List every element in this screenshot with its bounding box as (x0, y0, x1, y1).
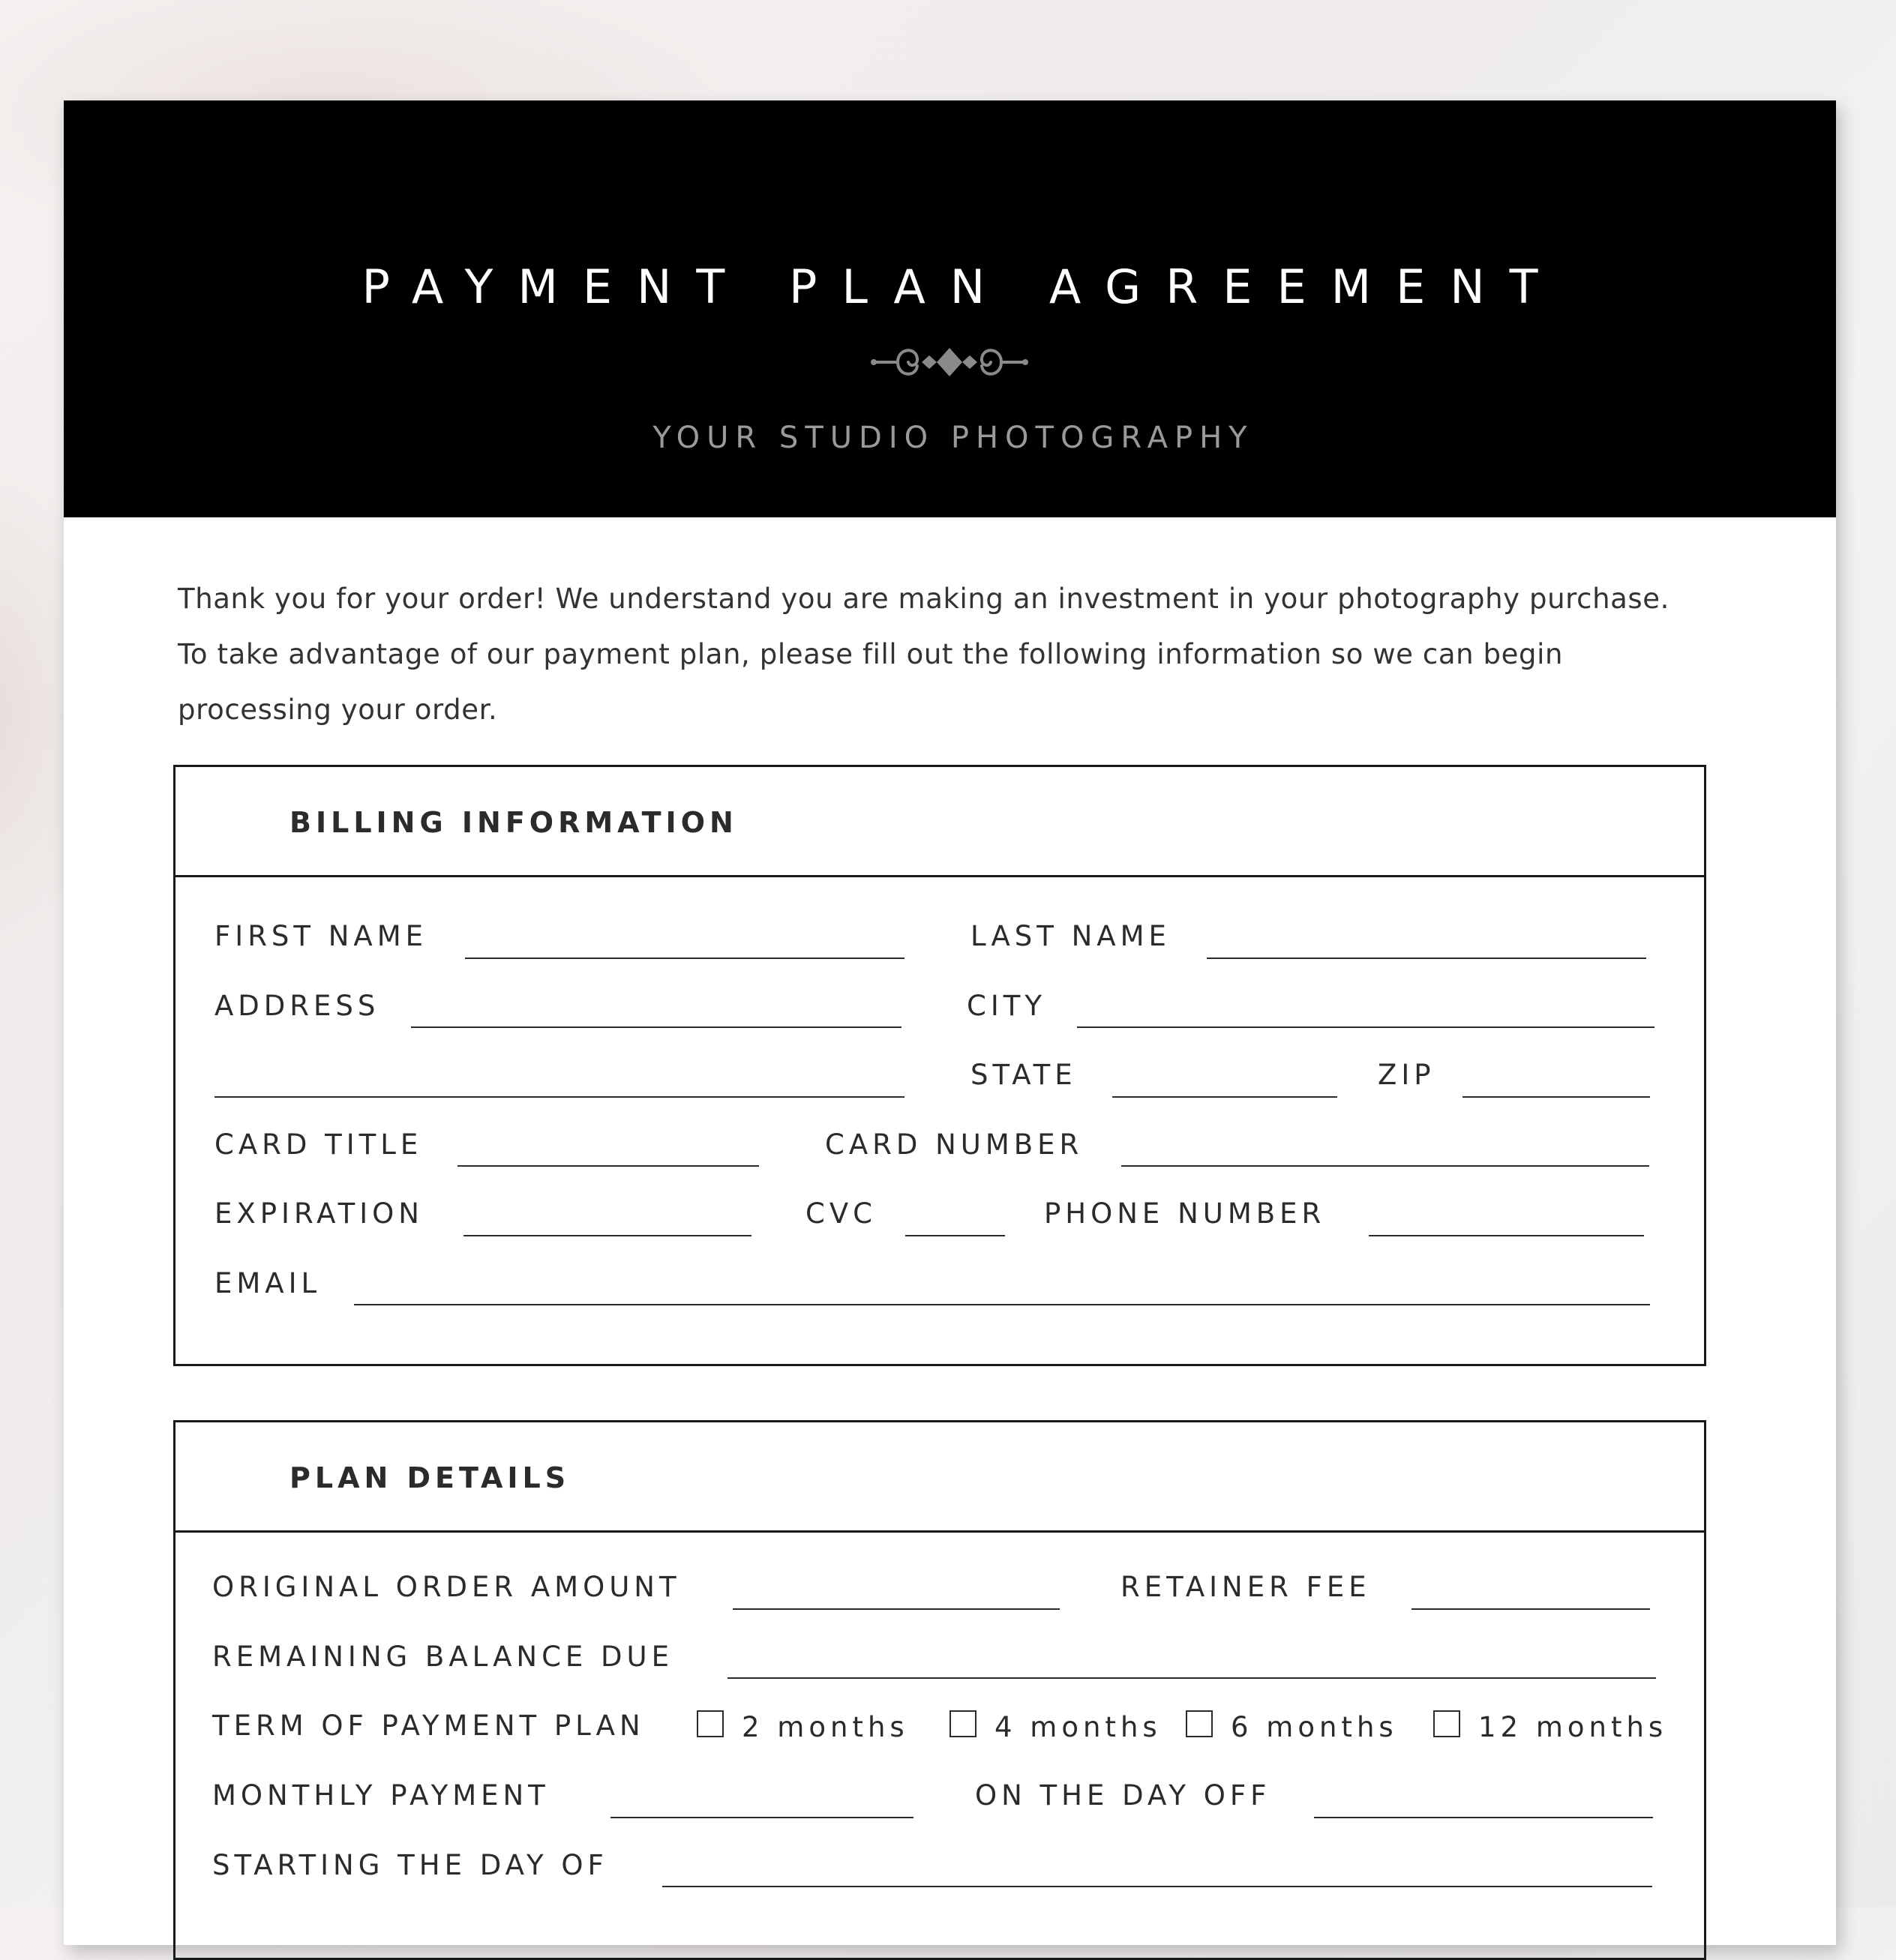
card-number-label: CARD NUMBER (825, 1128, 1084, 1161)
page-title: PAYMENT PLAN AGREEMENT (362, 259, 1563, 314)
cvc-field[interactable] (905, 1235, 1005, 1236)
state-label: STATE (970, 1059, 1077, 1091)
intro-text (178, 571, 1723, 738)
term-option-label: 12 months (1478, 1711, 1668, 1743)
header-banner (64, 100, 1836, 517)
email-label: EMAIL (214, 1267, 322, 1299)
card-title-label: CARD TITLE (214, 1128, 423, 1161)
intro-line: To take advantage of our payment plan, please fill out the following information so we can begin (178, 638, 1564, 670)
state-field[interactable] (1112, 1096, 1337, 1098)
intro-line: Thank you for your order! We understand you are making an investment in your photography purchase. (178, 583, 1670, 615)
address-line-2-field[interactable] (214, 1096, 904, 1098)
remaining-balance-due-field[interactable] (728, 1677, 1656, 1679)
city-field[interactable] (1077, 1026, 1654, 1028)
zip-field[interactable] (1462, 1096, 1650, 1098)
term-12-months-checkbox[interactable] (1433, 1710, 1460, 1737)
address-label: ADDRESS (214, 990, 380, 1022)
expiration-label: EXPIRATION (214, 1197, 424, 1230)
term-6-months-checkbox[interactable] (1186, 1710, 1213, 1737)
billing-section (173, 765, 1706, 1366)
card-title-field[interactable] (458, 1165, 759, 1167)
plan-section-header (176, 1422, 1704, 1533)
term-option-label: 4 months (994, 1711, 1162, 1743)
card-number-field[interactable] (1121, 1165, 1649, 1167)
monthly-payment-field[interactable] (610, 1817, 914, 1818)
zip-label: ZIP (1378, 1059, 1436, 1091)
term-option-label: 6 months (1231, 1711, 1398, 1743)
studio-name: YOUR STUDIO PHOTOGRAPHY (652, 421, 1254, 455)
billing-section-title: BILLING INFORMATION (290, 806, 738, 839)
term-4-months-checkbox[interactable] (950, 1710, 976, 1737)
form-page (64, 100, 1836, 1945)
phone-number-field[interactable] (1369, 1235, 1644, 1236)
address-field[interactable] (411, 1026, 902, 1028)
on-the-day-off-field[interactable] (1314, 1817, 1653, 1818)
last-name-label: LAST NAME (970, 920, 1171, 952)
city-label: CITY (967, 990, 1046, 1022)
term-option-label: 2 months (742, 1711, 909, 1743)
original-order-amount-field[interactable] (733, 1608, 1060, 1610)
on-the-day-off-label: ON THE DAY OFF (975, 1779, 1271, 1812)
phone-number-label: PHONE NUMBER (1044, 1197, 1326, 1230)
first-name-label: FIRST NAME (214, 920, 428, 952)
first-name-field[interactable] (465, 958, 904, 959)
remaining-balance-due-label: REMAINING BALANCE DUE (212, 1641, 674, 1673)
cvc-label: CVC (806, 1197, 877, 1230)
term-2-months-checkbox[interactable] (697, 1710, 724, 1737)
starting-the-day-of-label: STARTING THE DAY OF (212, 1849, 608, 1881)
retainer-fee-field[interactable] (1412, 1608, 1650, 1610)
email-field[interactable] (354, 1304, 1650, 1305)
billing-section-header (176, 767, 1704, 877)
original-order-amount-label: ORIGINAL ORDER AMOUNT (212, 1571, 681, 1603)
last-name-field[interactable] (1207, 958, 1646, 959)
starting-the-day-of-field[interactable] (662, 1886, 1652, 1887)
monthly-payment-label: MONTHLY PAYMENT (212, 1779, 550, 1812)
intro-line: processing your order. (178, 694, 498, 726)
plan-section-title: PLAN DETAILS (290, 1461, 571, 1494)
term-of-payment-plan-label: TERM OF PAYMENT PLAN (212, 1710, 645, 1742)
plan-section (173, 1420, 1706, 1960)
retainer-fee-label: RETAINER FEE (1120, 1571, 1371, 1603)
scroll-ornament-icon (871, 337, 1028, 387)
expiration-field[interactable] (464, 1235, 752, 1236)
